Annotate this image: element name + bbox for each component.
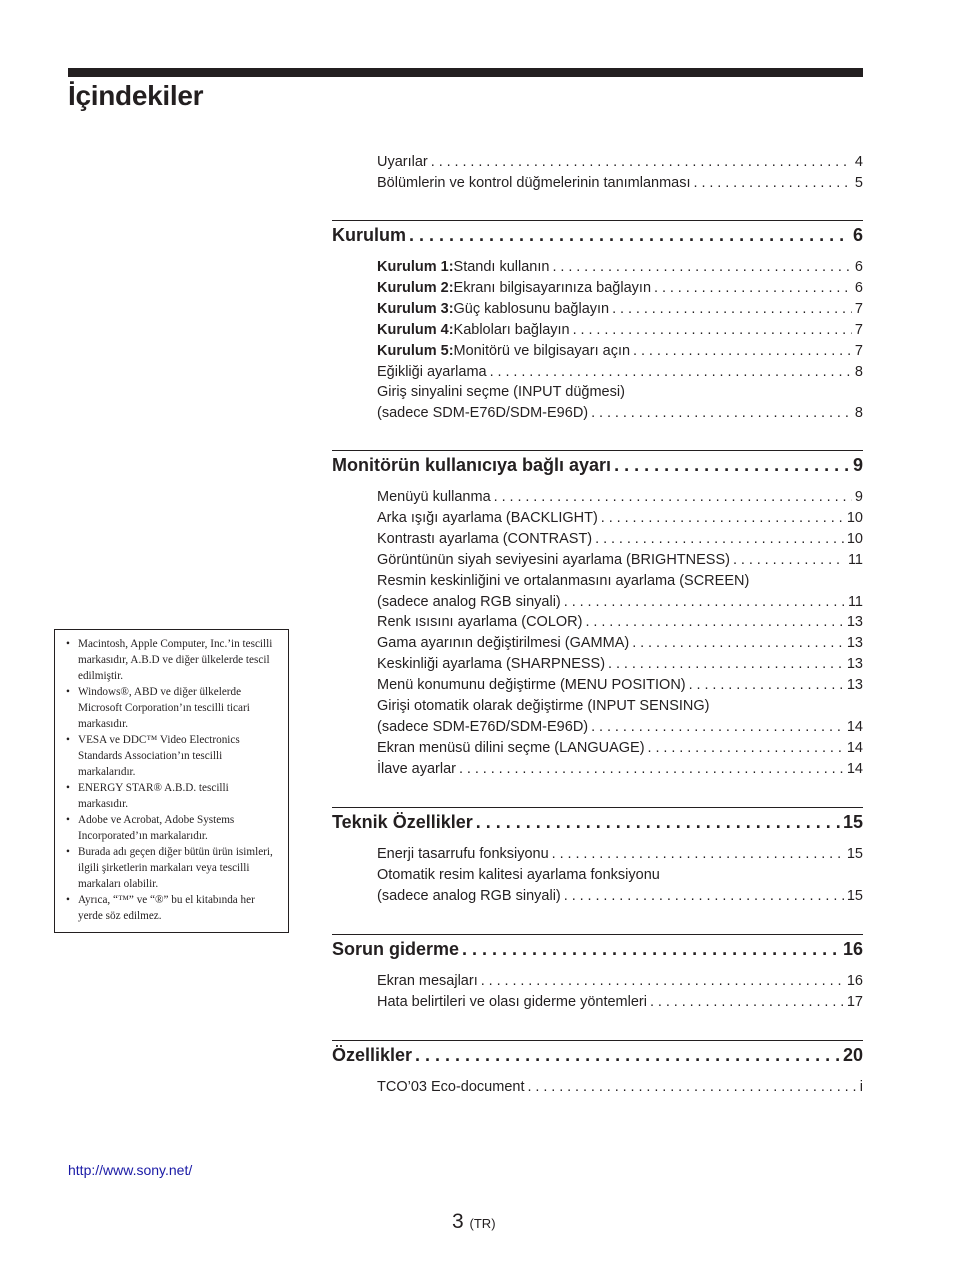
dot-leader <box>552 257 851 278</box>
toc-entry-text: Ekran menüsü dilini seçme (LANGUAGE) <box>377 739 645 756</box>
dot-leader <box>476 808 840 836</box>
toc-entry-text: Standı kullanın <box>453 259 550 275</box>
toc-entry[interactable] <box>377 550 863 571</box>
dot-leader <box>614 451 850 479</box>
toc-entry-step-label: Kurulum 5: <box>377 342 454 359</box>
toc-entry-text: Ekran mesajları <box>377 973 478 989</box>
toc-entry[interactable] <box>377 257 863 278</box>
section-heading-page: 6 <box>852 225 863 245</box>
trademark-note: • Ayrıca, “™” ve “®” bu el kitabında her yerde söz edilmez. <box>65 892 280 924</box>
toc-entry-text: (sadece analog RGB sinyali) <box>377 887 561 904</box>
section-heading-page: 15 <box>842 812 863 832</box>
toc-entry-text: Gama ayarının değiştirilmesi (GAMMA) <box>377 635 630 652</box>
section-heading-text: Monitörün kullanıcıya bağlı ayarı <box>332 455 612 475</box>
toc-section <box>332 450 863 780</box>
toc-entry-page: i <box>859 1079 863 1095</box>
toc-entry-lead-line: Otomatik resim kalitesi ayarlama fonksiyonu <box>377 866 660 883</box>
toc-entry-page: 13 <box>846 677 863 694</box>
title-rule <box>68 68 863 77</box>
toc-entry-page: 13 <box>846 656 863 673</box>
toc-entry-page: 5 <box>854 174 863 191</box>
toc-entry[interactable] <box>377 886 863 907</box>
page-language-code: (TR) <box>469 1216 496 1231</box>
toc-entry-page: 13 <box>846 635 863 652</box>
dot-leader <box>601 508 844 529</box>
toc-section <box>332 807 863 907</box>
toc-entry-page: 10 <box>846 530 863 547</box>
toc-entry-page: 10 <box>846 509 863 526</box>
toc-entry-text: Güç kablosunu bağlayın <box>453 300 610 317</box>
toc-entry[interactable] <box>377 362 863 383</box>
toc-section-heading[interactable] <box>332 221 863 249</box>
toc-entries <box>332 971 863 1013</box>
toc-section-heading[interactable] <box>332 1041 863 1069</box>
toc-entry-page: 7 <box>854 300 863 317</box>
section-heading-page: 16 <box>842 939 863 959</box>
toc-section-heading[interactable] <box>332 935 863 963</box>
toc-entry[interactable] <box>377 508 863 529</box>
trademark-note: • Adobe ve Acrobat, Adobe Systems Incorporated’ın markalarıdır. <box>65 812 280 844</box>
toc-intro <box>332 152 863 194</box>
toc-entry[interactable] <box>377 675 863 696</box>
toc-entry-text: (sadece analog RGB sinyali) <box>377 593 561 610</box>
toc-section <box>332 1040 863 1098</box>
toc-entry-page: 14 <box>846 760 863 777</box>
toc-entry[interactable] <box>377 278 863 299</box>
toc-entry-text: Ekranı bilgisayarınıza bağlayın <box>453 279 652 296</box>
toc-section <box>332 934 863 1013</box>
dot-leader <box>612 299 852 320</box>
toc-entry-page: 14 <box>846 718 863 735</box>
dot-leader <box>648 738 844 759</box>
toc-entry[interactable] <box>377 487 863 508</box>
dot-leader <box>608 654 844 675</box>
toc-entry-page: 8 <box>854 363 863 380</box>
toc-entry-text: Enerji tasarrufu fonksiyonu <box>377 846 549 862</box>
dot-leader <box>585 612 843 633</box>
toc-entry[interactable] <box>377 341 863 362</box>
dot-leader <box>654 278 852 299</box>
toc-entry-page: 14 <box>846 739 863 756</box>
toc-entry-lead-line: Girişi otomatik olarak değiştirme (INPUT SENSING) <box>377 698 710 715</box>
toc-entry-step-label: Kurulum 2: <box>377 279 454 296</box>
toc-entry-text: Menüyü kullanma <box>377 489 491 505</box>
toc-entry[interactable] <box>377 633 863 654</box>
toc-entry-page: 9 <box>854 489 863 505</box>
toc-entries <box>332 487 863 780</box>
toc-entry[interactable] <box>377 759 863 780</box>
toc-entry-lead-line: Giriş sinyalini seçme (INPUT düğmesi) <box>377 384 625 401</box>
section-heading-text: Kurulum <box>332 225 406 245</box>
section-heading-text: Sorun giderme <box>332 939 460 959</box>
toc-entry[interactable] <box>377 738 863 759</box>
toc-entry[interactable] <box>377 971 863 992</box>
trademark-note: • Windows®, ABD ve diğer ülkelerde Microsoft Corporation’ın tescilli ticari markasıdır. <box>65 684 280 732</box>
sony-website-link[interactable]: http://www.sony.net/ <box>68 1162 193 1178</box>
toc-entry-text: Hata belirtileri ve olası giderme yöntemleri <box>377 993 647 1010</box>
toc-entry[interactable] <box>377 844 863 865</box>
toc-entry-page: 11 <box>847 593 863 610</box>
dot-leader <box>564 592 845 613</box>
toc-entry-lead-line: Resmin keskinliğini ve ortalanmasını ayarlama (SCREEN) <box>377 572 750 589</box>
trademark-note: • Burada adı geçen diğer bütün ürün isimleri, ilgili şirketlerin markaları veya tescilli markaları olabilir. <box>65 844 280 892</box>
toc-entries <box>332 844 863 907</box>
toc-entry[interactable] <box>377 992 863 1013</box>
toc-entry-page: 8 <box>854 405 863 422</box>
toc-entry-page: 15 <box>846 846 863 862</box>
dot-leader <box>552 844 844 865</box>
toc-entry[interactable] <box>377 403 863 424</box>
toc-entry-text: Monitörü ve bilgisayarı açın <box>453 342 631 359</box>
toc-entry-page: 6 <box>854 279 863 296</box>
trademark-note: • ENERGY STAR® A.B.D. tescilli markasıdır. <box>65 780 280 812</box>
toc-entry-page: 11 <box>847 551 863 568</box>
dot-leader <box>431 152 852 173</box>
section-heading-text: Özellikler <box>332 1045 413 1065</box>
toc-entry-page: 17 <box>846 993 863 1010</box>
dot-leader <box>694 173 852 194</box>
toc-entry-page: 7 <box>854 321 863 338</box>
trademark-notes-box <box>54 629 289 933</box>
table-of-contents <box>332 152 863 1095</box>
toc-entry-text: (sadece SDM-E76D/SDM-E96D) <box>377 405 589 422</box>
toc-entry-step-label: Kurulum 3: <box>377 300 454 317</box>
trademark-note: • Macintosh, Apple Computer, Inc.’in tescilli markasıdır, A.B.D ve diğer ülkelerde tescil edilmiştir. <box>65 636 280 684</box>
page-number-value: 3 <box>452 1210 464 1233</box>
dot-leader <box>689 675 844 696</box>
toc-entry[interactable] <box>377 592 863 613</box>
section-heading-text: Teknik Özellikler <box>332 812 473 832</box>
toc-entry-text: Kabloları bağlayın <box>453 321 570 338</box>
dot-leader <box>490 362 852 383</box>
toc-entry[interactable] <box>377 529 863 550</box>
page-title: İçindekiler <box>68 80 204 111</box>
dot-leader <box>415 1041 840 1069</box>
toc-entry[interactable] <box>377 299 863 320</box>
toc-entry[interactable] <box>377 152 863 173</box>
toc-entry-page: 15 <box>846 887 863 904</box>
toc-entry-text: Arka ışığı ayarlama (BACKLIGHT) <box>377 509 598 526</box>
toc-entry-text: Bölümlerin ve kontrol düğmelerinin tanımlanması <box>377 174 691 191</box>
toc-entry[interactable] <box>377 173 863 194</box>
toc-entry-page: 13 <box>846 614 863 631</box>
dot-leader <box>564 886 844 907</box>
toc-entry[interactable] <box>377 320 863 341</box>
toc-entry[interactable] <box>377 1077 863 1098</box>
dot-leader <box>591 403 852 424</box>
toc-entry[interactable] <box>377 612 863 633</box>
dot-leader <box>733 550 845 571</box>
toc-section-heading[interactable] <box>332 808 863 836</box>
trademark-note: • VESA ve DDC™ Video Electronics Standards Association’ın tescilli markalarıdır. <box>65 732 280 780</box>
toc-entry[interactable] <box>377 654 863 675</box>
toc-entry-page: 16 <box>846 973 863 989</box>
toc-entry-text: TCO’03 Eco-document <box>377 1079 525 1095</box>
toc-entry-page: 6 <box>854 259 863 275</box>
toc-entries <box>332 1077 863 1098</box>
toc-entries <box>332 257 863 424</box>
dot-leader <box>409 221 850 249</box>
page-number <box>452 1210 496 1234</box>
toc-entry-text: Menü konumunu değiştirme (MENU POSITION) <box>377 677 686 694</box>
dot-leader <box>481 971 844 992</box>
toc-entry[interactable] <box>377 717 863 738</box>
dot-leader <box>595 529 844 550</box>
toc-section <box>332 220 863 424</box>
dot-leader <box>650 992 844 1013</box>
dot-leader <box>527 1077 856 1098</box>
toc-section-heading[interactable] <box>332 451 863 479</box>
dot-leader <box>573 320 852 341</box>
toc-entry-text: Keskinliği ayarlama (SHARPNESS) <box>377 656 606 673</box>
dot-leader <box>633 341 852 362</box>
toc-entry-step-label: Kurulum 1: <box>377 259 454 275</box>
toc-entry-text: (sadece SDM-E76D/SDM-E96D) <box>377 718 589 735</box>
dot-leader <box>591 717 844 738</box>
dot-leader <box>632 633 844 654</box>
toc-entry-page: 7 <box>854 342 863 359</box>
toc-entry-text: Renk ısısını ayarlama (COLOR) <box>377 614 583 631</box>
toc-entry-text: Uyarılar <box>377 154 428 170</box>
section-heading-page: 9 <box>852 455 863 475</box>
section-heading-page: 20 <box>842 1045 863 1065</box>
dot-leader <box>459 759 844 780</box>
toc-entry-text: Görüntünün siyah seviyesini ayarlama (BRIGHTNESS) <box>377 551 730 568</box>
dot-leader <box>494 487 852 508</box>
trademark-notes-list <box>65 636 280 924</box>
toc-entry-text: İlave ayarlar <box>377 760 456 777</box>
toc-entry-step-label: Kurulum 4: <box>377 321 454 338</box>
toc-entry-text: Kontrastı ayarlama (CONTRAST) <box>377 530 593 547</box>
toc-entry-text: Eğikliği ayarlama <box>377 363 487 380</box>
dot-leader <box>462 935 840 963</box>
toc-entry-page: 4 <box>854 154 863 170</box>
